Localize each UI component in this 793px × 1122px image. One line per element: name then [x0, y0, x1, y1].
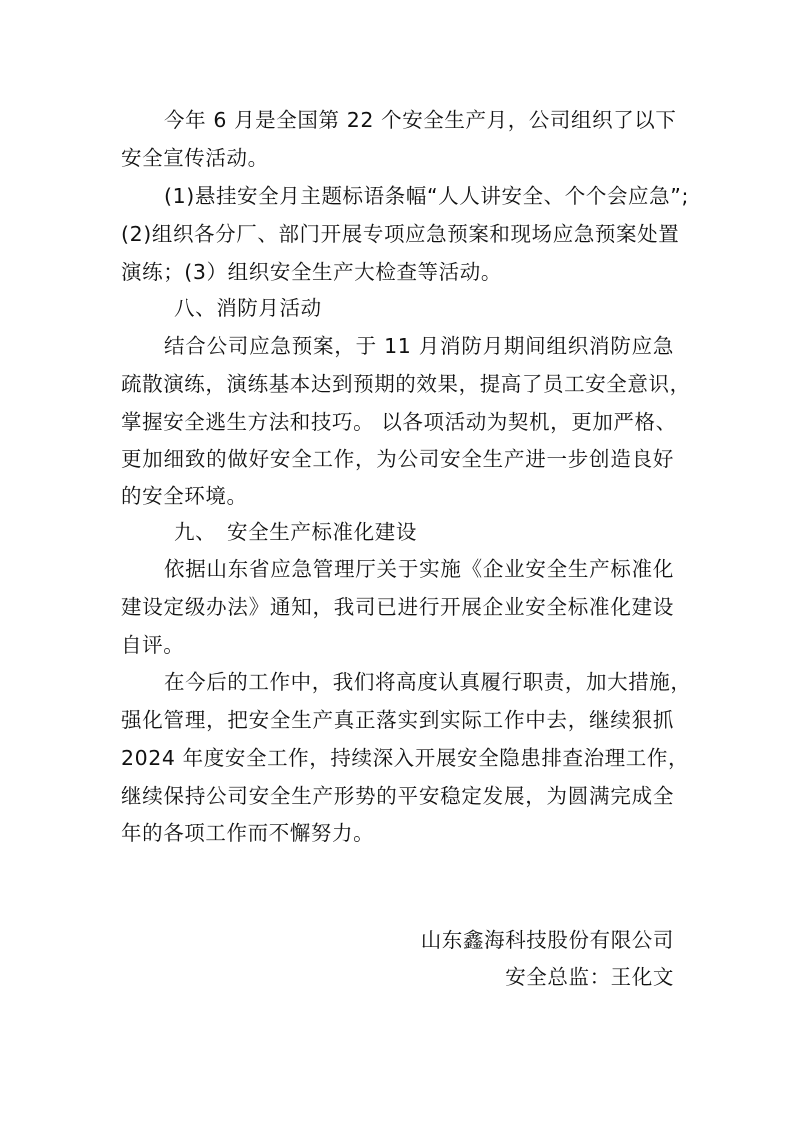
paragraph-line: 依据山东省应急管理厅关于实施《企业安全生产标准化 — [164, 557, 674, 581]
paragraph-line: 安全宣传活动。 — [121, 146, 269, 170]
paragraph-line: 继续保持公司安全生产形势的平安稳定发展，为圆满完成全 — [121, 784, 674, 808]
paragraph-line: 更加细致的做好安全工作，为公司安全生产进一步创造良好 — [121, 447, 674, 471]
paragraph-line: 年的各项工作而不懈努力。 — [121, 821, 375, 845]
paragraph-line: 疏散演练，演练基本达到预期的效果，提高了员工安全意识， — [121, 372, 691, 396]
paragraph-line: 掌握安全逃生方法和技巧。 以各项活动为契机，更加严格、 — [121, 410, 677, 434]
paragraph-line: 在今后的工作中，我们将高度认真履行职责，加大措施， — [164, 670, 692, 694]
paragraph-line: (2)组织各分厂、部门开展专项应急预案和现场应急预案处置 — [121, 222, 680, 246]
paragraph-line: (1)悬挂安全月主题标语条幅“人人讲安全、个个会应急”; — [164, 184, 689, 208]
paragraph-line: 建设定级办法》通知，我司已进行开展企业安全标准化建设 — [121, 595, 674, 619]
paragraph-line: 2024 年度安全工作，持续深入开展安全隐患排查治理工作， — [121, 746, 690, 770]
section-heading-8: 八、消防月活动 — [174, 296, 322, 320]
paragraph-line: 结合公司应急预案，于 11 月消防月期间组织消防应急 — [164, 334, 674, 358]
paragraph-line: 强化管理，把安全生产真正落实到实际工作中去，继续狠抓 — [121, 708, 674, 732]
paragraph-line: 今年 6 月是全国第 22 个安全生产月，公司组织了以下 — [164, 108, 677, 132]
paragraph-line: 演练；(3）组织安全生产大检查等活动。 — [121, 260, 502, 284]
signature-signer: 安全总监：王化文 — [505, 965, 674, 989]
paragraph-line: 的安全环境。 — [121, 484, 248, 508]
paragraph-line: 自评。 — [121, 633, 185, 657]
section-heading-9: 九、 安全生产标准化建设 — [174, 520, 417, 544]
signature-company: 山东鑫海科技股份有限公司 — [420, 928, 674, 952]
